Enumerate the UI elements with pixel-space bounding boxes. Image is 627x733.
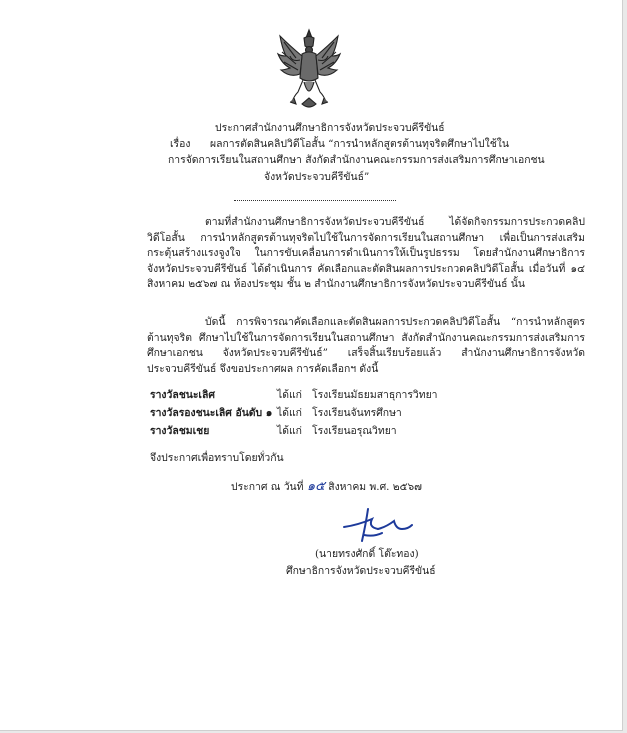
closing-statement: จึงประกาศเพื่อทราบโดยทั่วกัน (150, 452, 284, 464)
date-suffix: สิงหาคม พ.ศ. ๒๕๖๗ (328, 481, 422, 493)
subject-line-2: การจัดการเรียนในสถานศึกษา สังกัดสำนักงานคณะกรรมการส่งเสริมการศึกษาเอกชน (168, 154, 545, 166)
date-day-handwritten: ๑๕ (306, 479, 325, 494)
handwritten-signature (338, 505, 416, 545)
award-received: ได้แก่ (277, 407, 302, 419)
body-paragraph-1: ตามที่สำนักงานศึกษาธิการจังหวัดประจวบคีรีขันธ์ ได้จัดกิจกรรมการประกวดคลิปวิดีโอสั้น การนำหลักสูตรต้านทุจริตไปใช้ในการจัดการเรียนในสถานศึกษา เพื่อเป็นการส่งเสริม กระตุ้นสร้างแรงจูงใจ ในการขับเคลื่อนการดำเนินการให้เป็นรูปธรรม โดยสำนักงานศึกษาธิการจังหวัดประจวบคีรีขันธ์ ได้ดำเนินการ คัดเลือกและตัดสินผลการประกวดคลิปวิดีโอสั้น เมื่อวันที่ ๑๔ สิงหาคม ๒๕๖๗ ณ ห้องประชุม ชั้น ๒ สำนักงานศึกษาธิการจังหวัดประจวบคีรีขันธ์ นั้น (147, 216, 585, 291)
subject-label: เรื่อง (170, 138, 191, 150)
award-label: รางวัลชนะเลิศ (150, 389, 215, 401)
signatory-position: ศึกษาธิการจังหวัดประจวบคีรีขันธ์ (286, 565, 436, 577)
subject-line-1: ผลการตัดสินคลิปวิดีโอสั้น “การนำหลักสูตรต้านทุจริตศึกษาไปใช้ใน (210, 138, 509, 150)
award-school: โรงเรียนมัธยมสาธุการวิทยา (312, 389, 438, 401)
dotted-separator (234, 200, 396, 201)
subject-line-3: จังหวัดประจวบคีรีขันธ์” (264, 171, 370, 183)
signatory-name: (นายทรงศักดิ์ โต๊ะทอง) (315, 548, 419, 560)
garuda-emblem-icon (276, 26, 342, 110)
award-received: ได้แก่ (277, 389, 302, 401)
body-paragraph-2: บัดนี้ การพิจารณาคัดเลือกและตัดสินผลการประกวดคลิปวิดีโอสั้น “การนำหลักสูตรต้านทุจริต ศึกษาไปใช้ในการจัดการเรียนในสถานศึกษา สังกัดสำนักงานคณะกรรมการส่งเสริมการศึกษาเอกชน จังหวัดประจวบคีรีขันธ์” เสร็จสิ้นเรียบร้อยแล้ว สำนักงานศึกษาธิการจังหวัดประจวบคีรีขันธ์ จึงขอประกาศผล การคัดเลือกฯ ดังนี้ (147, 316, 585, 375)
award-received: ได้แก่ (277, 425, 302, 437)
award-school: โรงเรียนอรุณวิทยา (312, 425, 397, 437)
award-label: รางวัลชมเชย (150, 425, 210, 437)
issuer-line: ประกาศสำนักงานศึกษาธิการจังหวัดประจวบคีรีขันธ์ (215, 122, 445, 134)
award-label: รางวัลรองชนะเลิศ อันดับ ๑ (150, 407, 273, 419)
award-school: โรงเรียนจันทรศึกษา (312, 407, 402, 419)
announcement-date (231, 480, 422, 494)
date-prefix: ประกาศ ณ วันที่ (231, 481, 304, 493)
